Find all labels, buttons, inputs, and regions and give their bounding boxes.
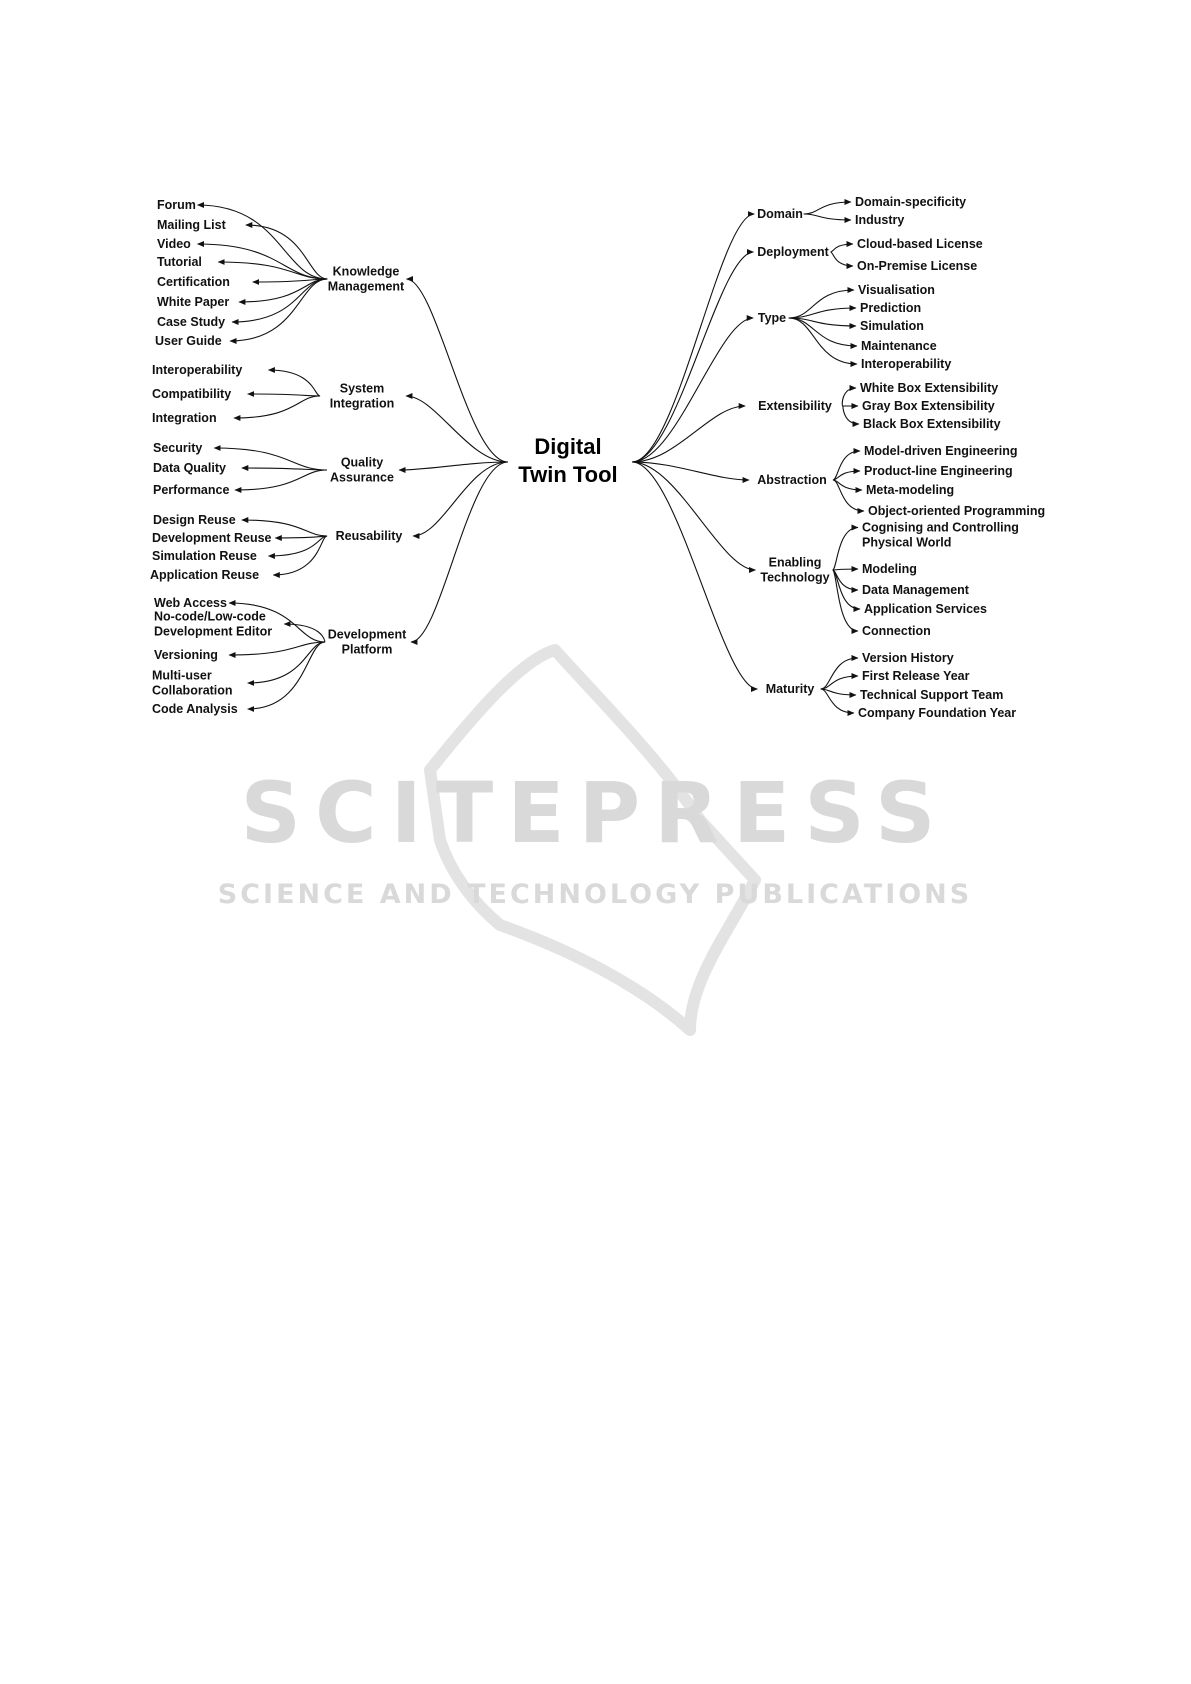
node-security-line-1: Security [153,441,203,455]
node-white-box-extensibility-line-1: White Box Extensibility [860,381,999,395]
category-reusability-line-1: Reusability [335,529,403,543]
node-performance [153,483,229,497]
category-knowledge-management [328,265,405,294]
node-certification [157,275,230,289]
node-integration-line-1: Integration [152,411,217,425]
node-black-box-extensibility-line-1: Black Box Extensibility [863,417,1001,431]
node-forum [157,198,196,212]
edge-maturity-to-first-release-year [821,676,858,689]
node-no-code-low-code-development-editor-line-1: No-code/Low-code [154,609,266,624]
edge-quality-assurance-to-security [214,448,327,470]
node-certification-line-1: Certification [157,275,230,289]
node-integration [152,411,217,425]
node-forum-line-1: Forum [157,198,196,212]
category-domain-line-1: Domain [757,207,803,221]
edge-deployment-to-cloud-based-license [831,244,854,252]
node-meta-modeling [866,483,954,497]
node-modeling [862,562,917,576]
node-prediction [860,301,921,315]
node-development-reuse [152,531,272,545]
edge-maturity-to-version-history [821,658,858,689]
node-security [153,441,202,455]
node-interoperability [152,363,242,377]
node-video-line-1: Video [157,237,191,251]
category-development-platform-line-2: Platform [341,642,393,657]
node-interoperability [861,357,951,371]
node-maintenance [861,339,937,353]
node-modeling-line-1: Modeling [862,562,917,576]
edge-center-to-deployment [632,252,754,462]
edge-system-integration-to-interoperability [268,370,320,396]
node-white-box-extensibility [860,381,998,395]
node-case-study [157,315,225,329]
edge-center-to-enabling-technology [632,462,756,570]
category-quality-assurance-line-1: Quality [340,455,384,470]
category-knowledge-management-line-1: Knowledge [332,264,400,279]
edge-development-platform-to-multi-user-collaboration [248,642,325,683]
node-technical-support-team [860,688,1003,702]
node-industry [855,213,904,227]
node-version-history-line-1: Version History [862,651,954,665]
category-deployment-line-1: Deployment [757,245,829,259]
node-web-access [154,596,227,610]
edge-quality-assurance-to-performance [235,470,327,490]
edge-type-to-visualisation [789,290,854,318]
node-model-driven-engineering-line-1: Model-driven Engineering [864,444,1018,458]
node-design-reuse [153,513,236,527]
node-data-quality-line-1: Data Quality [153,461,226,475]
edge-center-to-type [632,318,753,462]
watermark-title: SCITEPRESS [240,764,950,862]
category-type-line-1: Type [757,311,787,325]
node-no-code-low-code-development-editor-line-2: Development Editor [154,624,273,639]
node-cloud-based-license-line-1: Cloud-based License [857,237,983,251]
category-enabling-technology [760,556,829,585]
node-development-reuse-line-1: Development Reuse [152,531,272,545]
edge-domain-to-industry [804,214,851,220]
edge-abstraction-to-product-line-engineering [833,471,860,480]
edge-knowledge-management-to-forum [198,205,328,279]
node-gray-box-extensibility-line-1: Gray Box Extensibility [862,399,995,413]
category-deployment [757,245,829,259]
edge-deployment-to-on-premise-license [831,252,854,266]
category-maturity [766,682,815,696]
category-system-integration [330,382,395,411]
node-model-driven-engineering [864,444,1018,458]
edge-center-to-domain [632,214,754,462]
node-mailing-list [157,218,227,232]
node-product-line-engineering [864,464,1013,478]
node-company-foundation-year [858,706,1016,720]
edge-development-platform-to-versioning [229,642,325,655]
node-prediction-line-1: Prediction [860,301,922,315]
edge-center-to-reusability [413,462,508,536]
edge-abstraction-to-object-oriented-programming [833,480,864,511]
edge-knowledge-management-to-tutorial [218,262,327,279]
edge-type-to-maintenance [789,318,857,346]
node-code-analysis-line-1: Code Analysis [152,702,238,716]
node-cognising-and-controlling-physical-world [862,521,1019,550]
category-quality-assurance-line-2: Assurance [330,470,394,485]
edge-type-to-interoperability [789,318,857,364]
edge-center-to-knowledge-management [407,279,509,462]
node-company-foundation-year-line-1: Company Foundation Year [858,706,1017,720]
node-cognising-and-controlling-physical-world-line-2: Physical World [862,535,952,550]
node-application-services-line-1: Application Services [864,602,987,616]
edge-domain-to-domain-specificity [804,202,851,214]
node-white-paper-line-1: White Paper [157,295,230,309]
node-technical-support-team-line-1: Technical Support Team [860,688,1004,702]
edge-system-integration-to-compatibility [248,394,320,396]
node-product-line-engineering-line-1: Product-line Engineering [864,464,1013,478]
node-domain-specificity [855,195,966,209]
node-user-guide-line-1: User Guide [155,334,222,348]
node-data-quality [153,461,226,475]
edge-center-to-maturity [632,462,757,689]
diagram-nodes [150,195,1045,720]
node-first-release-year-line-1: First Release Year [862,669,970,683]
node-simulation [860,319,924,333]
node-application-reuse [150,568,259,582]
node-simulation-reuse [152,549,257,563]
node-application-reuse-line-1: Application Reuse [150,568,260,582]
node-gray-box-extensibility [862,399,995,413]
category-domain [757,207,803,221]
edge-extensibility-to-white-box-extensibility [842,388,856,406]
edge-enabling-technology-to-modeling [833,569,859,570]
node-first-release-year [862,669,970,683]
node-version-history [862,651,954,665]
node-white-paper [157,295,229,309]
node-data-management [862,583,970,597]
node-multi-user-collaboration-line-2: Collaboration [152,683,233,698]
node-industry-line-1: Industry [855,213,905,227]
node-code-analysis [152,702,238,716]
node-on-premise-license [857,259,977,273]
edge-center-to-development-platform [411,462,508,642]
node-interoperability-line-1: Interoperability [861,357,952,371]
category-system-integration-line-1: System [339,381,385,396]
node-cloud-based-license [857,237,983,251]
node-case-study-line-1: Case Study [157,315,226,329]
node-versioning-line-1: Versioning [154,648,218,662]
category-extensibility [758,399,832,413]
node-on-premise-license-line-1: On-Premise License [857,259,978,273]
edge-system-integration-to-integration [234,396,320,418]
edge-maturity-to-company-foundation-year [821,689,854,713]
category-abstraction-line-1: Abstraction [757,473,827,487]
watermark-subtitle: SCIENCE AND TECHNOLOGY PUBLICATIONS [217,879,973,910]
node-visualisation [858,283,935,297]
node-multi-user-collaboration-line-1: Multi-user [152,668,212,683]
node-interoperability-line-1: Interoperability [152,363,243,377]
category-enabling-technology-line-1: Enabling [768,555,822,570]
node-object-oriented-programming [868,504,1045,518]
category-maturity-line-1: Maturity [765,682,815,696]
category-quality-assurance [330,456,394,485]
category-system-integration-line-2: Integration [329,396,395,411]
category-development-platform-line-1: Development [327,627,407,642]
edge-development-platform-to-code-analysis [248,642,325,709]
edge-enabling-technology-to-cognising-and-controlling-physical-world [833,528,859,571]
node-black-box-extensibility [863,417,1001,431]
center-node-line-2: Twin Tool [518,462,618,487]
category-enabling-technology-line-2: Technology [760,570,830,585]
center-node-line-1: Digital [534,434,602,459]
node-performance-line-1: Performance [153,483,230,497]
node-visualisation-line-1: Visualisation [858,283,935,297]
node-maintenance-line-1: Maintenance [861,339,937,353]
category-development-platform [328,628,407,657]
node-user-guide [155,334,222,348]
node-meta-modeling-line-1: Meta-modeling [866,483,955,497]
category-type [758,311,786,325]
node-multi-user-collaboration [152,669,233,698]
node-tutorial [157,255,202,269]
node-simulation-line-1: Simulation [860,319,924,333]
edge-reusability-to-development-reuse [275,536,327,538]
node-connection [862,624,931,638]
node-data-management-line-1: Data Management [862,583,969,597]
edge-extensibility-to-black-box-extensibility [843,406,859,424]
node-compatibility-line-1: Compatibility [152,387,232,401]
category-knowledge-management-line-2: Management [327,279,405,294]
edge-center-to-extensibility [632,406,745,462]
node-application-services [864,602,987,616]
node-compatibility [152,387,231,401]
node-simulation-reuse-line-1: Simulation Reuse [152,549,257,563]
edge-abstraction-to-model-driven-engineering [833,451,860,480]
category-extensibility-line-1: Extensibility [758,399,832,413]
node-tutorial-line-1: Tutorial [157,255,202,269]
node-no-code-low-code-development-editor [154,610,272,639]
node-video [157,237,191,251]
edge-center-to-abstraction [632,462,749,480]
node-versioning [154,648,218,662]
edge-center-to-system-integration [406,396,508,462]
category-reusability [336,529,403,543]
node-domain-specificity-line-1: Domain-specificity [855,195,967,209]
category-abstraction [757,473,826,487]
node-connection-line-1: Connection [862,624,931,638]
connector-lines [198,202,865,713]
node-web-access-line-1: Web Access [154,596,227,610]
node-cognising-and-controlling-physical-world-line-1: Cognising and Controlling [862,520,1019,535]
node-mailing-list-line-1: Mailing List [157,218,226,232]
edge-knowledge-management-to-user-guide [230,279,328,341]
edge-reusability-to-simulation-reuse [268,536,327,556]
node-design-reuse-line-1: Design Reuse [153,513,236,527]
node-object-oriented-programming-line-1: Object-oriented Programming [868,504,1046,518]
